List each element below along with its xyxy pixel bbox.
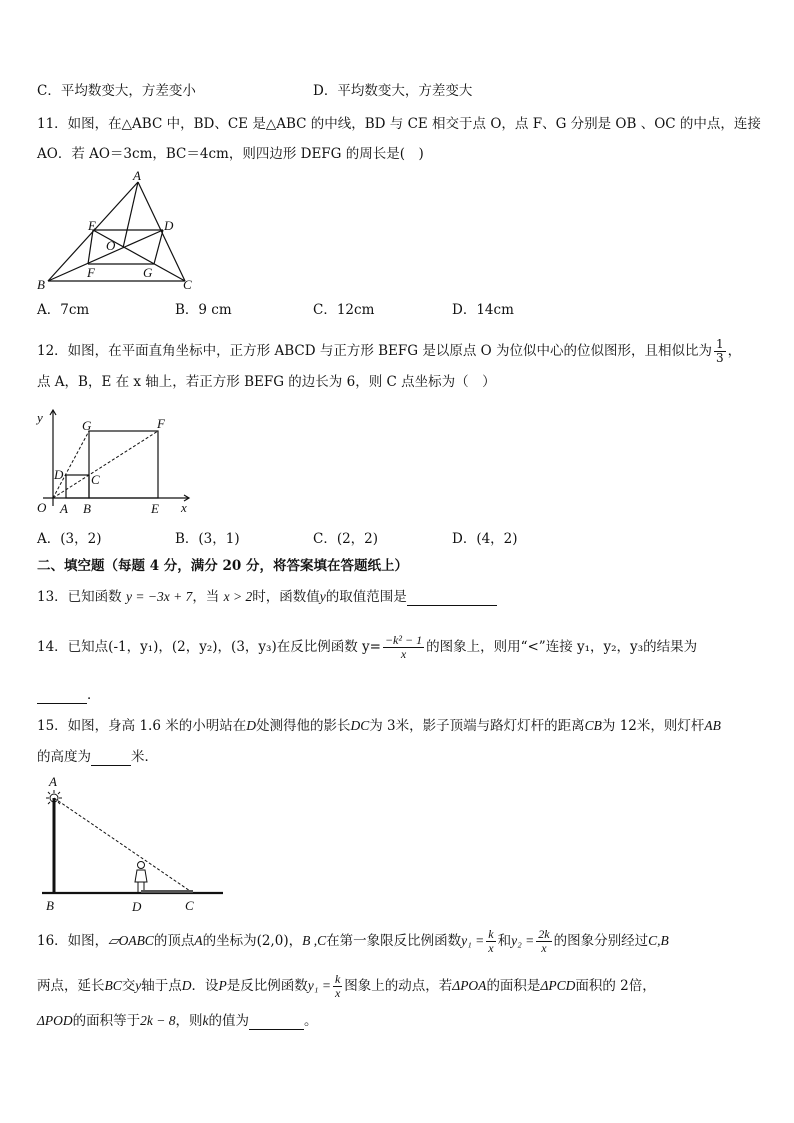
q15-text-line1 bbox=[37, 717, 721, 735]
q16-frac-k2-num: k bbox=[334, 972, 341, 986]
q16-b5: 是反比例函数 bbox=[226, 978, 308, 994]
q15-label-d: D bbox=[132, 899, 142, 914]
q11-label-o: O bbox=[106, 238, 116, 253]
q14-end: ． bbox=[87, 687, 101, 703]
q16-a2: 的顶点 bbox=[153, 933, 195, 949]
q12-label-g: G bbox=[82, 418, 92, 433]
q13-condition: x > 2 bbox=[223, 589, 253, 604]
q12-text-line1 bbox=[37, 338, 741, 365]
q12-label-f: F bbox=[157, 416, 165, 431]
q16-p: P bbox=[218, 978, 227, 993]
q12-text-line2: 点 A，B，E 在 x 轴上，若正方形 BEFG 的边长为 6，则 C 点坐标为（ ） bbox=[37, 374, 496, 390]
q16-poa: ΔPOA bbox=[452, 978, 487, 993]
q11-label-b: B bbox=[37, 277, 45, 292]
section-heading-fill-in: 二、填空题（每题 4 分，满分 20 分，将答案填在答题纸上） bbox=[37, 558, 408, 574]
q12-option-a: A．(3，2) bbox=[37, 531, 102, 547]
q16-bc2: BC bbox=[104, 978, 122, 993]
q16-c2: ，则 bbox=[175, 1013, 203, 1029]
q12-label-x: x bbox=[181, 500, 187, 515]
q16-frac-2k-num: 2k bbox=[538, 927, 550, 941]
q11-label-e: E bbox=[88, 218, 96, 233]
q15-label-a: A bbox=[49, 774, 57, 789]
q15-ab: AB bbox=[704, 718, 721, 733]
q12-option-b: B．(3，1) bbox=[175, 531, 240, 547]
q10-option-c: C．平均数变大，方差变小 bbox=[37, 83, 196, 99]
q15-line2-a: 的高度为 bbox=[37, 749, 91, 765]
q15-b: 处测得他的影长 bbox=[255, 718, 351, 734]
q13-text bbox=[37, 588, 497, 606]
q12-ratio-fraction bbox=[714, 338, 726, 365]
q14-answer-blank[interactable] bbox=[37, 689, 87, 704]
q12-label-y: y bbox=[37, 410, 43, 425]
q12-ratio-num: 1 bbox=[716, 337, 724, 351]
q11-label-g: G bbox=[143, 265, 153, 280]
q16-text-line2 bbox=[37, 973, 656, 1000]
q15-text-line2 bbox=[37, 748, 158, 766]
q16-y2: y₂ = bbox=[511, 933, 535, 948]
q13-formula: y = −3x + 7 bbox=[125, 589, 193, 604]
q11-option-a: A．7cm bbox=[37, 302, 90, 318]
q16-dp: D bbox=[181, 978, 192, 993]
q12-label-d: D bbox=[54, 467, 64, 482]
q11-label-f: F bbox=[87, 265, 95, 280]
q16-y1b: y₁ = bbox=[307, 978, 331, 993]
q11-option-c: C．12cm bbox=[313, 302, 375, 318]
q14-post: 的图象上，则用“<”连接 y₁，y₂，y₃的结果为 bbox=[426, 639, 698, 655]
q11-label-d: D bbox=[164, 218, 174, 233]
q16-para: ▱OABC bbox=[108, 933, 154, 948]
q16-a6: 和 bbox=[497, 933, 512, 949]
q16-yv: y bbox=[135, 978, 142, 993]
q12-option-c: C．(2，2) bbox=[313, 531, 379, 547]
q12-label-o: O bbox=[37, 500, 47, 515]
q16-c4: 。 bbox=[304, 1013, 318, 1029]
q16-b2: 交 bbox=[121, 978, 136, 994]
q16-pod: ΔPOD bbox=[37, 1013, 73, 1028]
q12-coordinate-figure bbox=[33, 406, 198, 518]
q16-pcd: ΔPCD bbox=[540, 978, 576, 993]
q13-post1: 时，函数值 bbox=[252, 589, 320, 605]
q16-c1: 的面积等于 bbox=[72, 1013, 141, 1029]
q11-text-line2: AO．若 AO＝3cm，BC＝4cm，则四边形 DEFG 的周长是( ) bbox=[37, 146, 424, 162]
q16-frac-k-num: k bbox=[488, 927, 494, 941]
q14-frac-num: −k² − 1 bbox=[384, 633, 423, 647]
q11-label-c: C bbox=[183, 277, 192, 292]
q15-label-b: B bbox=[46, 898, 54, 913]
q16-frac-k2 bbox=[333, 973, 342, 1000]
q16-b1: 两点，延长 bbox=[37, 978, 105, 994]
q12-ratio-den: 3 bbox=[716, 351, 724, 365]
q15-a: 15．如图，身高 1.6 米的小明站在 bbox=[37, 718, 247, 734]
q11-text-line1: 11．如图，在△ABC 中，BD、CE 是△ABC 的中线，BD 与 CE 相交于点 O，点 F、G 分别是 OB 、OC 的中点，连接 bbox=[37, 116, 761, 132]
q12-ratio-end: ， bbox=[727, 343, 742, 359]
q15-d2: 为 12米，则灯杆 bbox=[601, 718, 705, 734]
q16-coord: (2,0) bbox=[256, 933, 289, 949]
q16-c3: 的值为 bbox=[208, 1013, 250, 1029]
q13-answer-blank[interactable] bbox=[407, 591, 497, 606]
q12-line1: 12．如图，在平面直角坐标中，正方形 ABCD 与正方形 BEFG 是以原点 O 为位似中心的位似图形，且相似比为 bbox=[37, 343, 712, 359]
q11-option-d: D．14cm bbox=[452, 302, 514, 318]
q14-pre: 14．已知点(-1，y₁)，(2，y₂)，(3，y₃)在反比例函数 y= bbox=[37, 639, 381, 655]
q16-answer-blank[interactable] bbox=[249, 1015, 304, 1030]
q15-answer-blank[interactable] bbox=[91, 751, 131, 766]
q16-frac-2k bbox=[536, 928, 551, 955]
q15-lamp-figure bbox=[35, 774, 230, 914]
q16-frac-2k-den: x bbox=[541, 941, 547, 955]
q16-b6: 图象上的动点，若 bbox=[344, 978, 453, 994]
q16-a: A bbox=[194, 933, 203, 948]
q16-a3: 的坐标为 bbox=[202, 933, 257, 949]
q16-a5: 在第一象限反比例函数 bbox=[326, 933, 462, 949]
q15-cb: CB bbox=[584, 718, 602, 733]
q15-dc: DC bbox=[350, 718, 370, 733]
q14-fraction bbox=[383, 634, 424, 661]
q14-answer-line bbox=[37, 686, 101, 704]
q12-option-d: D．(4，2) bbox=[452, 531, 518, 547]
q16-text-line1 bbox=[37, 928, 669, 955]
q12-label-c: C bbox=[91, 472, 100, 487]
q16-frac-k-den: x bbox=[488, 941, 494, 955]
q16-bc: B ,C bbox=[302, 933, 327, 948]
q14-frac-den: x bbox=[400, 647, 407, 661]
q15-person-icon bbox=[135, 862, 147, 893]
q13-var: y bbox=[319, 589, 326, 604]
q12-label-e: E bbox=[151, 501, 159, 516]
q16-frac-k2-den: x bbox=[334, 986, 341, 1000]
q11-option-b: B．9 cm bbox=[175, 302, 232, 318]
q16-text-line3 bbox=[37, 1012, 318, 1030]
q16-a1: 16．如图， bbox=[37, 933, 109, 949]
q12-label-a: A bbox=[60, 501, 68, 516]
q16-a4: ， bbox=[288, 933, 303, 949]
q11-label-a: A bbox=[133, 168, 141, 183]
q14-text bbox=[37, 633, 697, 661]
q16-a7: 的图象分别经过 bbox=[553, 933, 649, 949]
q16-kk: k bbox=[202, 1013, 209, 1028]
q13-mid: ，当 bbox=[192, 589, 220, 605]
q16-b7: 的面积是 bbox=[486, 978, 541, 994]
q13-pre: 13．已知函数 bbox=[37, 589, 122, 605]
q15-label-c: C bbox=[185, 898, 194, 913]
q10-option-d: D．平均数变大，方差变大 bbox=[313, 83, 473, 99]
q16-expr: 2k − 8 bbox=[140, 1013, 176, 1028]
q16-b3: 轴于点 bbox=[141, 978, 182, 994]
q13-post2: 的取值范围是 bbox=[325, 589, 407, 605]
q12-label-b: B bbox=[83, 501, 91, 516]
q16-b4: ．设 bbox=[191, 978, 219, 994]
q15-c: 为 3米，影子顶端与路灯灯杆的距离 bbox=[369, 718, 585, 734]
q15-line2-b: 米． bbox=[131, 749, 158, 765]
q15-d: D bbox=[246, 718, 256, 733]
q16-b8: 面积的 2倍， bbox=[575, 978, 656, 994]
q16-y1: y₁ = bbox=[461, 933, 485, 948]
q11-triangle-figure bbox=[30, 168, 205, 296]
q16-frac-k bbox=[486, 928, 495, 955]
q16-cb: C,B bbox=[648, 933, 669, 948]
